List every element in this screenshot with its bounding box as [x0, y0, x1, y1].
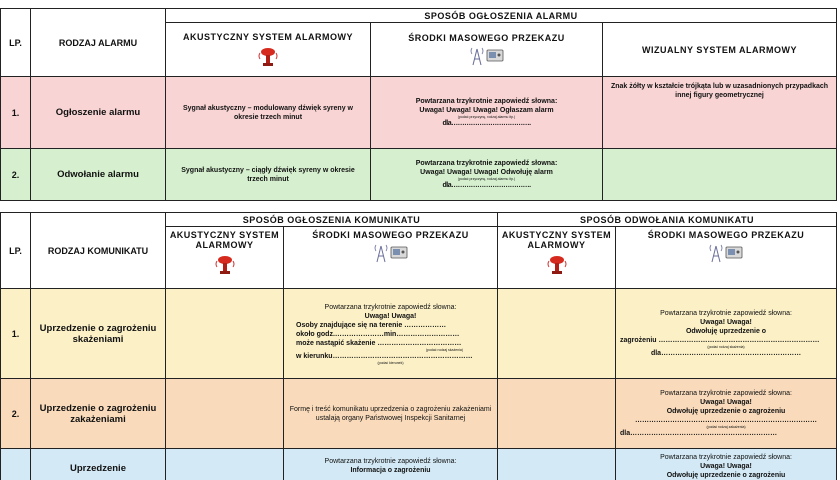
cancel-line: Uwaga! Uwaga!: [700, 399, 752, 406]
cancel-acoustic-cell: [498, 449, 616, 480]
row-name: Uprzedzenie o zagrożeniu zakażeniami: [31, 379, 166, 449]
cancel-line: Odwołuję uprzedzenie o zagrożeniu: [666, 408, 786, 415]
announce-acoustic-header: [166, 227, 284, 289]
table-row: [1, 149, 837, 201]
media-note: (podać przyczynę, rodzaj alarmu itp.): [457, 115, 516, 119]
announce-line: Uwaga! Uwaga!: [364, 312, 417, 320]
announce-media-cell: Formę i treść komunikatu uprzedzenia o zagrożeniu zakażeniami ustalają organy Państwowej Inspekcji Sanitarnej: [284, 379, 498, 449]
siren-icon: [214, 253, 236, 275]
announce-line: Powtarzana trzykrotnie zapowiedź słowna:: [324, 303, 457, 311]
row-lp: [1, 449, 31, 480]
announce-line: Osoby znajdujące się na terenie ………………: [296, 321, 447, 329]
announce-media-cell: [284, 289, 498, 379]
media-header-label: ŚRODKI MASOWEGO PRZEKAZU: [408, 33, 565, 43]
announce-media-header: [284, 227, 498, 289]
media-dla: dla……………………………….: [442, 182, 531, 189]
announce-acoustic-cell: [166, 289, 284, 379]
media-line: Uwaga! Uwaga! Uwaga! Ogłaszam alarm: [419, 107, 554, 114]
broadcast-radio-icon: [708, 243, 744, 263]
lp-header: LP.: [1, 213, 31, 289]
media-dla: dla……………………………….: [442, 120, 531, 127]
alarm-type-header: RODZAJ ALARMU: [31, 9, 166, 77]
cancel-group-header: SPOSÓB ODWOŁANIA KOMUNIKATU: [498, 213, 837, 227]
table-row: [1, 379, 837, 449]
cancel-line: Uwaga! Uwaga!: [700, 319, 752, 326]
alarm-group-header: SPOSÓB OGŁOSZENIA ALARMU: [166, 9, 837, 23]
table-row: [1, 449, 837, 480]
announce-line: Powtarzana trzykrotnie zapowiedź słowna:: [324, 458, 457, 465]
row-lp: 2.: [1, 149, 31, 201]
cancel-line: Powtarzana trzykrotnie zapowiedź słowna:: [660, 310, 792, 317]
cancel-line: Odwołuję uprzedzenie o: [685, 328, 767, 335]
cancel-acoustic-header: [498, 227, 616, 289]
announce-acoustic-cell: [166, 379, 284, 449]
broadcast-radio-icon: [469, 46, 505, 66]
visual-cell: [603, 149, 837, 201]
visual-cell: Znak żółty w kształcie trójkąta lub w uzasadnionych przypadkach innej figury geometrycznej: [603, 77, 837, 149]
table-row: [1, 289, 837, 379]
acoustic-header-label: AKUSTYCZNY SYSTEM ALARMOWY: [169, 230, 280, 250]
announce-note: (podać rodzaj skażenia): [425, 347, 464, 352]
table-row: [1, 77, 837, 149]
cancel-line: Powtarzana trzykrotnie zapowiedź słowna:: [660, 454, 792, 461]
announce-acoustic-cell: [166, 449, 284, 480]
announce-media-cell: [284, 449, 498, 480]
comm-type-header: RODZAJ KOMUNIKATU: [31, 213, 166, 289]
media-line: Powtarzana trzykrotnie zapowiedź słowna:: [415, 98, 558, 105]
media-header-label: ŚRODKI MASOWEGO PRZEKAZU: [647, 230, 805, 240]
acoustic-cell: Sygnał akustyczny – modulowany dźwięk syreny w okresie trzech minut: [166, 77, 371, 149]
cancel-media-cell: [616, 379, 837, 449]
media-note: (podać przyczynę, rodzaj alarmu itp.): [457, 177, 516, 181]
acoustic-header-label: AKUSTYCZNY SYSTEM ALARMOWY: [501, 230, 612, 250]
announce-note: (podać kierunek): [377, 360, 404, 365]
communication-table: [0, 212, 837, 480]
announce-group-header: SPOSÓB OGŁOSZENIA KOMUNIKATU: [166, 213, 498, 227]
row-lp: 1.: [1, 289, 31, 379]
media-header-label: ŚRODKI MASOWEGO PRZEKAZU: [312, 230, 469, 240]
cancel-line: zagrożeniu ……………………………………………………………: [620, 337, 820, 344]
acoustic-header-label: AKUSTYCZNY SYSTEM ALARMOWY: [182, 32, 353, 42]
media-cell: [371, 77, 603, 149]
cancel-line: Odwołuję uprzedzenie o zagrożeniu: [666, 472, 786, 479]
broadcast-radio-icon: [373, 243, 409, 263]
row-name: Uprzedzenie o zagrożeniu skażeniami: [31, 289, 166, 379]
row-name: Odwołanie alarmu: [31, 149, 166, 201]
media-cell: [371, 149, 603, 201]
acoustic-cell: Sygnał akustyczny – ciągły dźwięk syreny w okresie trzech minut: [166, 149, 371, 201]
media-line: Uwaga! Uwaga! Uwaga! Odwołuję alarm: [420, 169, 553, 176]
row-name: Ogłoszenie alarmu: [31, 77, 166, 149]
cancel-media-cell: [616, 449, 837, 480]
row-lp: 1.: [1, 77, 31, 149]
cancel-line: ……………………………………………………………………: [635, 417, 818, 424]
cancel-line: Uwaga! Uwaga!: [700, 463, 752, 470]
visual-header: WIZUALNY SYSTEM ALARMOWY: [603, 23, 837, 77]
cancel-dla: dla……………………………………………………: [650, 350, 802, 357]
announce-line: około godz.…………………min………………………: [296, 330, 460, 338]
announce-line: w kierunku……………………………………………………: [296, 352, 473, 360]
cancel-line: Powtarzana trzykrotnie zapowiedź słowna:: [660, 390, 792, 397]
cancel-media-cell: [616, 289, 837, 379]
row-name: Uprzedzenie: [31, 449, 166, 480]
cancel-dla: dla………………………………………………………: [620, 430, 778, 437]
announce-line: może nastąpić skażenie ………………………………: [296, 339, 462, 347]
announce-line: Informacja o zagrożeniu: [350, 467, 431, 474]
media-header: [371, 23, 603, 77]
siren-icon: [257, 45, 279, 67]
cancel-acoustic-cell: [498, 379, 616, 449]
acoustic-header: [166, 23, 371, 77]
row-lp: 2.: [1, 379, 31, 449]
media-line: Powtarzana trzykrotnie zapowiedź słowna:: [415, 160, 558, 167]
cancel-media-header: [616, 227, 837, 289]
alarm-table: [0, 8, 837, 201]
lp-header: LP.: [1, 9, 31, 77]
siren-icon: [546, 253, 568, 275]
cancel-acoustic-cell: [498, 289, 616, 379]
cancel-note: (podać rodzaj zakażenia): [706, 425, 746, 429]
cancel-note: (podać rodzaj skażenia): [707, 345, 745, 349]
